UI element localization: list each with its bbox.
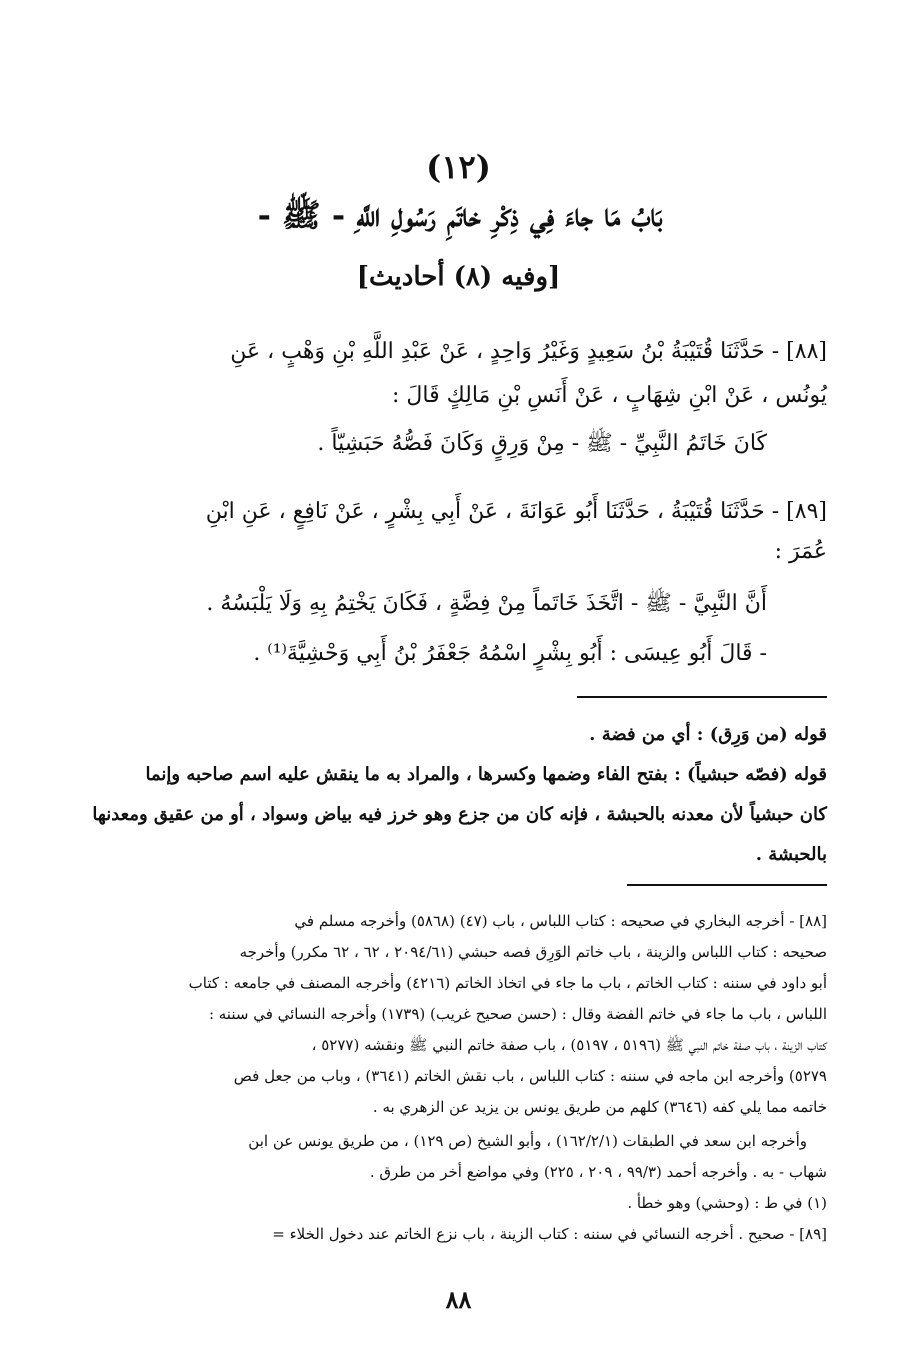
footnote-line: (١) في ط : (وحشي) وهو خطأ . <box>627 1194 827 1212</box>
commentary-line: بالحبشة . <box>755 844 827 865</box>
footnote-line: شهاب - به . وأخرجه أحمد (٩٩/٣ ، ٢٠٩ ، ٢٢٥) وفي مواضع أخر من طرق . <box>369 1163 827 1181</box>
commentary-line: قوله (فصّه حبشياً) : بفتح الفاء وضمها وكسرها ، والمراد به ما ينقش عليه اسم صاحبه وإنما <box>145 764 827 785</box>
commentary-line: قوله (من وَرِق) : أي من فضة . <box>589 724 827 745</box>
hadith-88-chain-line2: يُونُس ، عَنْ ابْنِ شِهَابٍ ، عَنْ أَنَسِ بْنِ مَالِكٍ قَالَ : <box>391 383 827 408</box>
commentary-divider <box>577 696 827 698</box>
footnote-line: كتاب الزينة ، باب صفة خاتم النبي ﷺ (٥١٩٦ ، ٥١٩٧) ، باب صفة خاتم النبي ﷺ ونقشه (٥٢٧٧ ، <box>311 1036 827 1054</box>
footnote-line: [٨٩] - صحيح . أخرجه النسائي في سننه : كتاب الزينة ، باب نزع الخاتم عند دخول الخلاء = <box>272 1225 827 1243</box>
hadith-89-text: أَنَّ النَّبِيَّ - ﷺ - اتَّخَذَ خَاتَماً مِنْ فِضَّةٍ ، فَكَانَ يَخْتِمُ بِهِ وَلَا يَلْبَسُهُ . <box>206 591 767 616</box>
page-number: ٨٨ <box>445 1285 472 1314</box>
footnote-line: اللباس ، باب ما جاء في خاتم الفضة وقال : (حسن صحيح غريب) (١٧٣٩) وأخرجه النسائي في سننه : <box>208 1005 827 1023</box>
footnote-line: أبو داود في سننه : كتاب الخاتم ، باب ما جاء في اتخاذ الخاتم (٤٢١٦) وأخرجه المصنف في جامعه : كتاب <box>188 974 827 992</box>
commentary-line: كان حبشياً لأن معدنه بالحبشة ، فإنه كان من جزع وهو خرز فيه بياض وسواد ، أو من عقيق ومعدنها <box>92 804 827 825</box>
hadith-89-chain-line1: [٨٩] - حَدَّثَنَا قُتَيْبَةُ ، حَدَّثَنَا أَبُو عَوَانَةَ ، عَنْ أَبِي بِشْرٍ ، عَنْ نَافِعٍ ، عَنِ ابْنِ <box>205 499 827 524</box>
footnote-line: وأخرجه ابن سعد في الطبقات (١٦٢/٢/١) ، وأبو الشيخ (ص ١٢٩) ، من طريق يونس عن ابن <box>248 1132 807 1150</box>
hadith-88-text: كَانَ خَاتَمُ النَّبِيِّ - ﷺ - مِنْ وَرِقٍ وَكَانَ فَصُّهُ حَبَشِيّاً . <box>317 431 767 456</box>
footnote-line: خاتمه مما يلي كفه (٣٦٤٦) كلهم من طريق يونس بن يزيد عن الزهري به . <box>372 1098 827 1116</box>
chapter-title: بَابُ مَا جاءَ فِي ذِكْرِ خاتَمِ رَسُولِ اللَّهِ - ﷺ - <box>257 196 663 234</box>
hadith-88-chain-line1: [٨٨] - حَدَّثَنَا قُتَيْبَةُ بْنُ سَعِيدٍ وَغَيْرُ وَاحِدٍ ، عَنْ عَبْدِ اللَّهِ بْنِ وَهْبٍ ، عَنِ <box>230 339 827 364</box>
footnote-divider <box>627 884 827 886</box>
hadith-count: [وفيه (٨) أحاديث] <box>356 262 561 292</box>
hadith-89-note: - قَالَ أَبُو عِيسَى : أَبُو بِشْرٍ اسْمُهُ جَعْفَرُ بْنُ أَبِي وَحْشِيَّةَ⁽¹⁾ . <box>253 641 767 666</box>
chapter-number: (١٢) <box>426 148 491 186</box>
hadith-89-chain-line2: عُمَرَ : <box>774 539 827 564</box>
footnote-line: صحيحه : كتاب اللباس والزينة ، باب خاتم الوَرِق فصه حبشي (٢٠٩٤/٦١ ، ٦٢ ، ٦٢ مكرر) وأخرجه <box>239 943 827 961</box>
footnote-line: [٨٨] - أخرجه البخاري في صحيحه : كتاب اللباس ، باب (٤٧) (٥٨٦٨) وأخرجه مسلم في <box>294 912 827 930</box>
footnote-line: ٥٢٧٩) وأخرجه ابن ماجه في سننه : كتاب اللباس ، باب نقش الخاتم (٣٦٤١) ، وباب من جعل فص <box>233 1067 827 1085</box>
